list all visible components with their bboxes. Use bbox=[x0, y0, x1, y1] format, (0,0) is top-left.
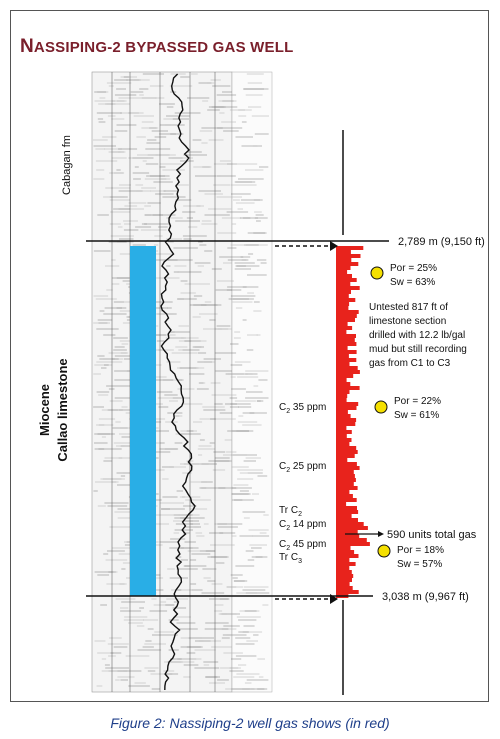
gas-bar bbox=[336, 274, 352, 278]
note-line-5: gas from C1 to C3 bbox=[369, 358, 451, 369]
gas-bar bbox=[336, 302, 349, 306]
gas-bar bbox=[336, 434, 347, 438]
gas-bar bbox=[336, 518, 358, 522]
gas-bar bbox=[336, 570, 352, 574]
gas-bar bbox=[336, 402, 358, 406]
gas-bar bbox=[336, 298, 355, 302]
gas-bar bbox=[336, 438, 352, 442]
gas-bar bbox=[336, 358, 356, 362]
gas-bar bbox=[336, 410, 348, 414]
gas-bar bbox=[336, 546, 351, 550]
gas-bar bbox=[336, 474, 355, 478]
gas-bar bbox=[336, 338, 355, 342]
gas-bar bbox=[336, 414, 351, 418]
gas-bar bbox=[336, 346, 348, 350]
gas-bar bbox=[336, 318, 355, 322]
bottom-depth-label: 3,038 m (9,967 ft) bbox=[382, 591, 469, 603]
figure-caption: Figure 2: Nassiping-2 well gas shows (in red) bbox=[110, 715, 390, 731]
gas-bar bbox=[336, 466, 360, 470]
gas-bar bbox=[336, 310, 359, 314]
title-first-letter: N bbox=[20, 36, 34, 57]
gas-bar bbox=[336, 386, 360, 390]
gas-bar bbox=[336, 590, 359, 594]
gas-bar bbox=[336, 418, 356, 422]
gas-bar bbox=[336, 574, 353, 578]
title-rest: ASSIPING-2 BYPASSED GAS WELL bbox=[33, 39, 294, 56]
gas-bar bbox=[336, 566, 349, 570]
gas-bar bbox=[336, 502, 346, 506]
gas-bar bbox=[336, 470, 354, 474]
gas-bar bbox=[336, 462, 357, 466]
gas-bar bbox=[336, 258, 351, 262]
gas-bar bbox=[336, 422, 355, 426]
gas-bar bbox=[336, 558, 349, 562]
gas-bar bbox=[336, 486, 358, 490]
reading-c2-14: $C_2$ 14 ppm bbox=[279, 519, 327, 532]
gas-bar bbox=[336, 382, 350, 386]
gas-bar bbox=[336, 446, 356, 450]
gas-bar bbox=[336, 450, 358, 454]
gas-bar bbox=[336, 354, 349, 358]
gas-bar bbox=[336, 278, 357, 282]
por-label-1: Por = 25% bbox=[390, 263, 437, 274]
gas-bar bbox=[336, 582, 350, 586]
note-line-1: Untested 817 ft of bbox=[369, 302, 448, 313]
gas-bar bbox=[336, 542, 370, 546]
reading-tr-c2: Tr $C_2$ bbox=[279, 505, 302, 518]
gas-bar bbox=[336, 478, 356, 482]
callao-limestone-label: Callao limestone bbox=[55, 358, 70, 462]
gas-bar bbox=[336, 510, 358, 514]
gas-bar bbox=[336, 350, 357, 354]
gas-bar bbox=[336, 294, 349, 298]
lithology-track bbox=[232, 72, 272, 692]
gas-bar bbox=[336, 522, 364, 526]
gas-bar bbox=[336, 586, 353, 590]
gas-bar bbox=[336, 482, 354, 486]
gas-bar bbox=[336, 554, 359, 558]
gas-bar bbox=[336, 406, 357, 410]
gas-bar bbox=[336, 514, 352, 518]
gas-bar bbox=[336, 374, 353, 378]
gas-bar bbox=[336, 366, 358, 370]
reading-tr-c3: Tr $C_3$ bbox=[279, 552, 302, 565]
sw-label-1: Sw = 63% bbox=[390, 277, 436, 288]
gas-bar bbox=[336, 394, 347, 398]
porosity-marker-3 bbox=[378, 545, 390, 557]
gas-bar bbox=[336, 326, 352, 330]
gas-bar bbox=[336, 426, 346, 430]
cabagan-fm-label: Cabagan fm bbox=[61, 135, 73, 195]
gas-bar bbox=[336, 538, 367, 542]
reading-c2-35: $C_2$ 35 ppm bbox=[279, 402, 327, 415]
sw-label-3: Sw = 57% bbox=[397, 559, 443, 570]
gas-bar bbox=[336, 398, 347, 402]
gas-bar bbox=[336, 442, 349, 446]
top-depth-label: 2,789 m (9,150 ft) bbox=[398, 236, 485, 248]
gas-bar bbox=[336, 390, 350, 394]
gas-bar bbox=[336, 490, 349, 494]
gas-bar bbox=[336, 506, 357, 510]
gas-bar bbox=[336, 562, 356, 566]
por-label-2: Por = 22% bbox=[394, 396, 441, 407]
limestone-column bbox=[130, 246, 156, 596]
por-label-3: Por = 18% bbox=[397, 545, 444, 556]
gas-show-histogram bbox=[336, 246, 370, 598]
sw-label-2: Sw = 61% bbox=[394, 410, 440, 421]
gas-bar bbox=[336, 306, 348, 310]
gas-bar bbox=[336, 290, 351, 294]
gas-bar bbox=[336, 330, 346, 334]
reading-c2-25: $C_2$ 25 ppm bbox=[279, 461, 327, 474]
note-line-2: limestone section bbox=[369, 316, 447, 327]
gas-bar bbox=[336, 314, 357, 318]
gas-bar bbox=[336, 342, 356, 346]
reading-c2-45: $C_2$ 45 ppm bbox=[279, 539, 327, 552]
gas-bar bbox=[336, 430, 352, 434]
gas-bar bbox=[336, 578, 352, 582]
gas-bar bbox=[336, 286, 360, 290]
porosity-marker-1 bbox=[371, 267, 383, 279]
gas-bar bbox=[336, 282, 350, 286]
gas-bar bbox=[336, 378, 347, 382]
gas-bar bbox=[336, 494, 353, 498]
gas-bar bbox=[336, 254, 361, 258]
note-line-3: drilled with 12.2 lb/gal bbox=[369, 330, 466, 341]
gas-bar bbox=[336, 526, 368, 530]
gas-bar bbox=[336, 246, 363, 250]
gas-bar bbox=[336, 262, 358, 266]
gas-bar bbox=[336, 550, 354, 554]
gas-bar bbox=[336, 250, 351, 254]
gas-bar bbox=[336, 334, 356, 338]
gas-bar bbox=[336, 454, 355, 458]
total-gas-label: 590 units total gas bbox=[387, 529, 477, 541]
gas-bar bbox=[336, 362, 350, 366]
gas-bar bbox=[336, 270, 347, 274]
note-line-4: mud but still recording bbox=[369, 344, 467, 355]
miocene-label: Miocene bbox=[37, 383, 52, 437]
total-gas-arrowhead bbox=[378, 531, 384, 537]
gas-bar bbox=[336, 498, 357, 502]
porosity-marker-2 bbox=[375, 401, 387, 413]
gas-bar bbox=[336, 266, 351, 270]
gas-bar bbox=[336, 322, 348, 326]
gas-bar bbox=[336, 458, 347, 462]
gas-bar bbox=[336, 370, 360, 374]
